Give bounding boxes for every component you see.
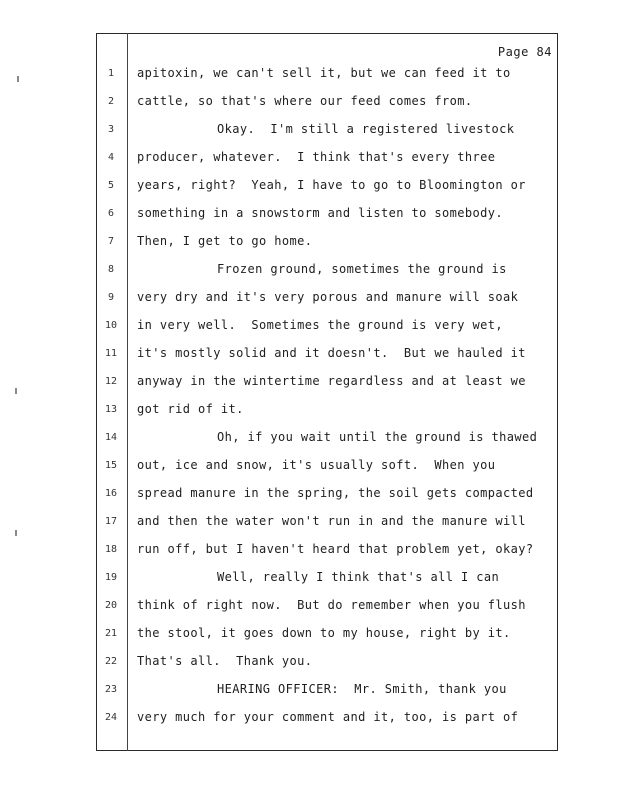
scan-mark bbox=[17, 76, 19, 82]
line-text: out, ice and snow, it's usually soft. When you bbox=[137, 458, 496, 472]
line-number: 12 bbox=[104, 376, 118, 387]
transcript-line bbox=[96, 150, 558, 168]
transcript-line bbox=[96, 570, 558, 588]
transcript-line bbox=[96, 402, 558, 420]
line-text: apitoxin, we can't sell it, but we can feed it to bbox=[137, 66, 511, 80]
line-number: 10 bbox=[104, 320, 118, 331]
line-text: That's all. Thank you. bbox=[137, 654, 313, 668]
line-text: something in a snowstorm and listen to somebody. bbox=[137, 206, 503, 220]
transcript-line bbox=[96, 318, 558, 336]
line-text: spread manure in the spring, the soil gets compacted bbox=[137, 486, 534, 500]
transcript-line bbox=[96, 66, 558, 84]
line-text: run off, but I haven't heard that problem yet, okay? bbox=[137, 542, 534, 556]
transcript-line bbox=[96, 654, 558, 672]
line-number: 21 bbox=[104, 628, 118, 639]
page-number: Page 84 bbox=[497, 45, 552, 59]
scan-mark bbox=[15, 530, 17, 536]
line-number: 19 bbox=[104, 572, 118, 583]
line-number: 22 bbox=[104, 656, 118, 667]
line-number: 14 bbox=[104, 432, 118, 443]
line-text: anyway in the wintertime regardless and at least we bbox=[137, 374, 526, 388]
line-number: 7 bbox=[107, 236, 115, 247]
line-text: Oh, if you wait until the ground is thawed bbox=[217, 430, 538, 444]
line-number: 4 bbox=[107, 152, 115, 163]
line-number: 13 bbox=[104, 404, 118, 415]
line-text: very dry and it's very porous and manure will soak bbox=[137, 290, 519, 304]
line-text: and then the water won't run in and the manure will bbox=[137, 514, 526, 528]
line-text: HEARING OFFICER: Mr. Smith, thank you bbox=[217, 682, 507, 696]
line-text: Then, I get to go home. bbox=[137, 234, 313, 248]
line-text: think of right now. But do remember when you flush bbox=[137, 598, 526, 612]
line-number: 3 bbox=[107, 124, 115, 135]
line-text: the stool, it goes down to my house, right by it. bbox=[137, 626, 511, 640]
scan-mark bbox=[15, 388, 17, 394]
line-text: in very well. Sometimes the ground is very wet, bbox=[137, 318, 503, 332]
transcript-line bbox=[96, 234, 558, 252]
line-number: 9 bbox=[107, 292, 115, 303]
line-text: it's mostly solid and it doesn't. But we hauled it bbox=[137, 346, 526, 360]
transcript-line bbox=[96, 626, 558, 644]
line-text: Well, really I think that's all I can bbox=[217, 570, 500, 584]
line-number: 2 bbox=[107, 96, 115, 107]
line-text: got rid of it. bbox=[137, 402, 244, 416]
line-number: 8 bbox=[107, 264, 115, 275]
transcript-line bbox=[96, 514, 558, 532]
transcript-line bbox=[96, 206, 558, 224]
line-number: 23 bbox=[104, 684, 118, 695]
transcript-line bbox=[96, 598, 558, 616]
line-number: 5 bbox=[107, 180, 115, 191]
transcript-line bbox=[96, 262, 558, 280]
transcript-line bbox=[96, 486, 558, 504]
line-number: 18 bbox=[104, 544, 118, 555]
line-text: cattle, so that's where our feed comes from. bbox=[137, 94, 473, 108]
transcript-line bbox=[96, 178, 558, 196]
transcript-line bbox=[96, 346, 558, 364]
transcript-line bbox=[96, 122, 558, 140]
transcript-line bbox=[96, 542, 558, 560]
line-text: years, right? Yeah, I have to go to Bloomington or bbox=[137, 178, 526, 192]
transcript-line bbox=[96, 458, 558, 476]
transcript-line bbox=[96, 430, 558, 448]
line-number: 17 bbox=[104, 516, 118, 527]
line-text: very much for your comment and it, too, is part of bbox=[137, 710, 519, 724]
line-number: 11 bbox=[104, 348, 118, 359]
transcript-line bbox=[96, 94, 558, 112]
transcript-line bbox=[96, 682, 558, 700]
transcript-line bbox=[96, 290, 558, 308]
transcript-line bbox=[96, 710, 558, 728]
line-number: 6 bbox=[107, 208, 115, 219]
line-text: Okay. I'm still a registered livestock bbox=[217, 122, 515, 136]
line-number: 20 bbox=[104, 600, 118, 611]
line-number: 1 bbox=[107, 68, 115, 79]
line-text: Frozen ground, sometimes the ground is bbox=[217, 262, 507, 276]
line-number: 15 bbox=[104, 460, 118, 471]
line-text: producer, whatever. I think that's every three bbox=[137, 150, 496, 164]
transcript-line bbox=[96, 374, 558, 392]
line-number: 24 bbox=[104, 712, 118, 723]
line-number: 16 bbox=[104, 488, 118, 499]
